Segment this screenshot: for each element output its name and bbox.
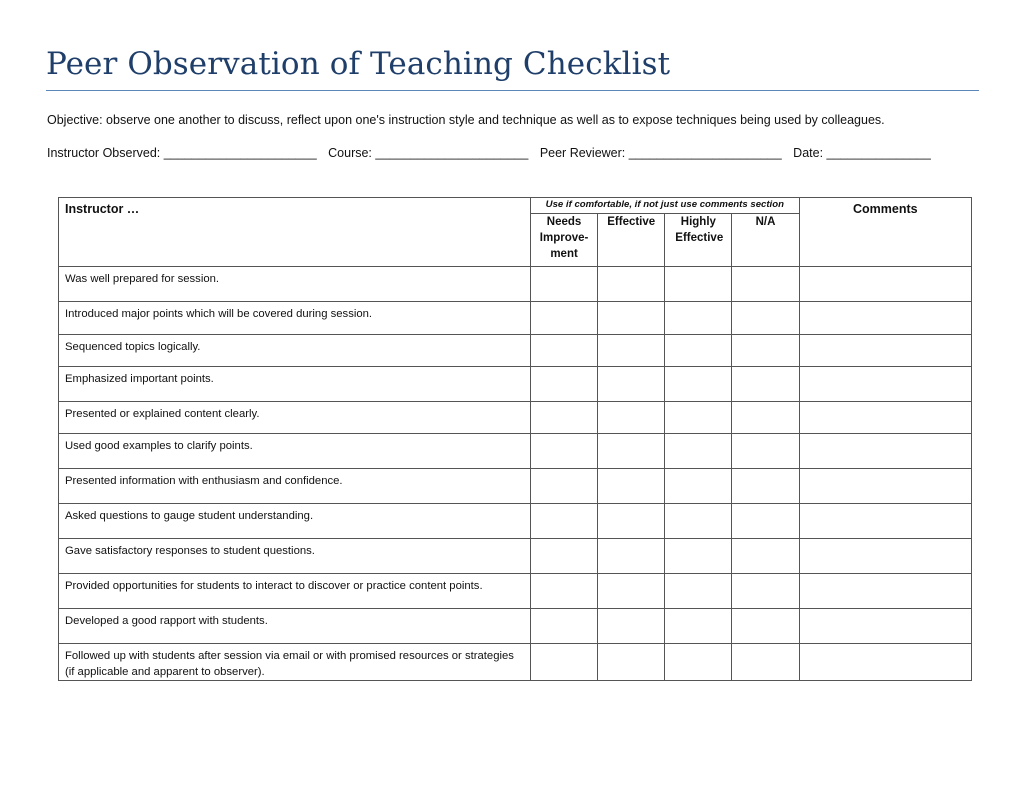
na-cell[interactable] (732, 644, 799, 681)
comments-cell[interactable] (799, 574, 971, 609)
na-cell[interactable] (732, 504, 799, 539)
criterion-text: Was well prepared for session. (59, 267, 531, 302)
table-row (59, 539, 972, 574)
needs-improvement-cell[interactable] (531, 402, 598, 434)
table-row (59, 335, 972, 367)
course-field[interactable]: Course: ______________________ (328, 146, 529, 160)
effective-header: Effective (598, 214, 665, 267)
comments-cell[interactable] (799, 469, 971, 504)
highly-effective-cell[interactable] (665, 402, 732, 434)
effective-cell[interactable] (598, 302, 665, 335)
needs-improvement-cell[interactable] (531, 469, 598, 504)
header-fields (47, 146, 931, 160)
comments-cell[interactable] (799, 367, 971, 402)
na-cell[interactable] (732, 539, 799, 574)
needs-improvement-cell[interactable] (531, 609, 598, 644)
na-cell[interactable] (732, 434, 799, 469)
highly-effective-cell[interactable] (665, 434, 732, 469)
highly-effective-cell[interactable] (665, 267, 732, 302)
needs-improvement-cell[interactable] (531, 367, 598, 402)
needs-improvement-cell[interactable] (531, 434, 598, 469)
criterion-text: Followed up with students after session via email or with promised resources or strategies (if applicable and apparent to observer). (59, 644, 531, 681)
needs-improvement-cell[interactable] (531, 539, 598, 574)
criterion-text: Emphasized important points. (59, 367, 531, 402)
effective-cell[interactable] (598, 335, 665, 367)
na-cell[interactable] (732, 469, 799, 504)
needs-improvement-cell[interactable] (531, 574, 598, 609)
highly-effective-cell[interactable] (665, 644, 732, 681)
table-row (59, 267, 972, 302)
table-row (59, 434, 972, 469)
effective-cell[interactable] (598, 539, 665, 574)
needs-improvement-cell[interactable] (531, 267, 598, 302)
highly-effective-cell[interactable] (665, 335, 732, 367)
comments-cell[interactable] (799, 267, 971, 302)
table-row (59, 574, 972, 609)
rating-note: Use if comfortable, if not just use comments section (531, 198, 800, 214)
effective-cell[interactable] (598, 402, 665, 434)
na-header: N/A (732, 214, 799, 267)
comments-cell[interactable] (799, 402, 971, 434)
comments-cell[interactable] (799, 609, 971, 644)
criterion-text: Presented or explained content clearly. (59, 402, 531, 434)
instructor-observed-field[interactable]: Instructor Observed: ______________________ (47, 146, 317, 160)
highly-effective-header: Highly Effective (665, 214, 732, 267)
na-cell[interactable] (732, 335, 799, 367)
table-row (59, 402, 972, 434)
highly-effective-cell[interactable] (665, 302, 732, 335)
checklist-table (58, 197, 972, 681)
needs-improvement-header: Needs Improve-ment (531, 214, 598, 267)
effective-cell[interactable] (598, 434, 665, 469)
instructor-header: Instructor … (59, 198, 531, 267)
na-cell[interactable] (732, 267, 799, 302)
comments-cell[interactable] (799, 335, 971, 367)
na-cell[interactable] (732, 609, 799, 644)
na-cell[interactable] (732, 574, 799, 609)
table-row (59, 469, 972, 504)
criterion-text: Presented information with enthusiasm and confidence. (59, 469, 531, 504)
criterion-text: Gave satisfactory responses to student questions. (59, 539, 531, 574)
na-cell[interactable] (732, 402, 799, 434)
comments-cell[interactable] (799, 539, 971, 574)
effective-cell[interactable] (598, 644, 665, 681)
effective-cell[interactable] (598, 267, 665, 302)
highly-effective-cell[interactable] (665, 574, 732, 609)
peer-reviewer-field[interactable]: Peer Reviewer: ______________________ (539, 146, 782, 160)
criterion-text: Developed a good rapport with students. (59, 609, 531, 644)
effective-cell[interactable] (598, 609, 665, 644)
table-row (59, 644, 972, 681)
table-row (59, 302, 972, 335)
needs-improvement-cell[interactable] (531, 644, 598, 681)
comments-cell[interactable] (799, 644, 971, 681)
highly-effective-cell[interactable] (665, 469, 732, 504)
effective-cell[interactable] (598, 469, 665, 504)
highly-effective-cell[interactable] (665, 504, 732, 539)
effective-cell[interactable] (598, 367, 665, 402)
comments-cell[interactable] (799, 504, 971, 539)
objective-text: Objective: observe one another to discuss, reflect upon one's instruction style and technique as well as to expose techniques being used by colleagues. (47, 113, 885, 127)
criterion-text: Sequenced topics logically. (59, 335, 531, 367)
criterion-text: Introduced major points which will be covered during session. (59, 302, 531, 335)
criterion-text: Used good examples to clarify points. (59, 434, 531, 469)
page-title: Peer Observation of Teaching Checklist (46, 46, 671, 82)
needs-improvement-cell[interactable] (531, 504, 598, 539)
table-row (59, 504, 972, 539)
highly-effective-cell[interactable] (665, 367, 732, 402)
effective-cell[interactable] (598, 504, 665, 539)
highly-effective-cell[interactable] (665, 539, 732, 574)
comments-cell[interactable] (799, 434, 971, 469)
table-row (59, 609, 972, 644)
date-field[interactable]: Date: _______________ (793, 146, 931, 160)
title-rule (46, 90, 979, 91)
comments-header: Comments (799, 198, 971, 267)
na-cell[interactable] (732, 367, 799, 402)
na-cell[interactable] (732, 302, 799, 335)
needs-improvement-cell[interactable] (531, 302, 598, 335)
table-row (59, 367, 972, 402)
effective-cell[interactable] (598, 574, 665, 609)
needs-improvement-cell[interactable] (531, 335, 598, 367)
criterion-text: Provided opportunities for students to interact to discover or practice content points. (59, 574, 531, 609)
comments-cell[interactable] (799, 302, 971, 335)
highly-effective-cell[interactable] (665, 609, 732, 644)
criterion-text: Asked questions to gauge student understanding. (59, 504, 531, 539)
